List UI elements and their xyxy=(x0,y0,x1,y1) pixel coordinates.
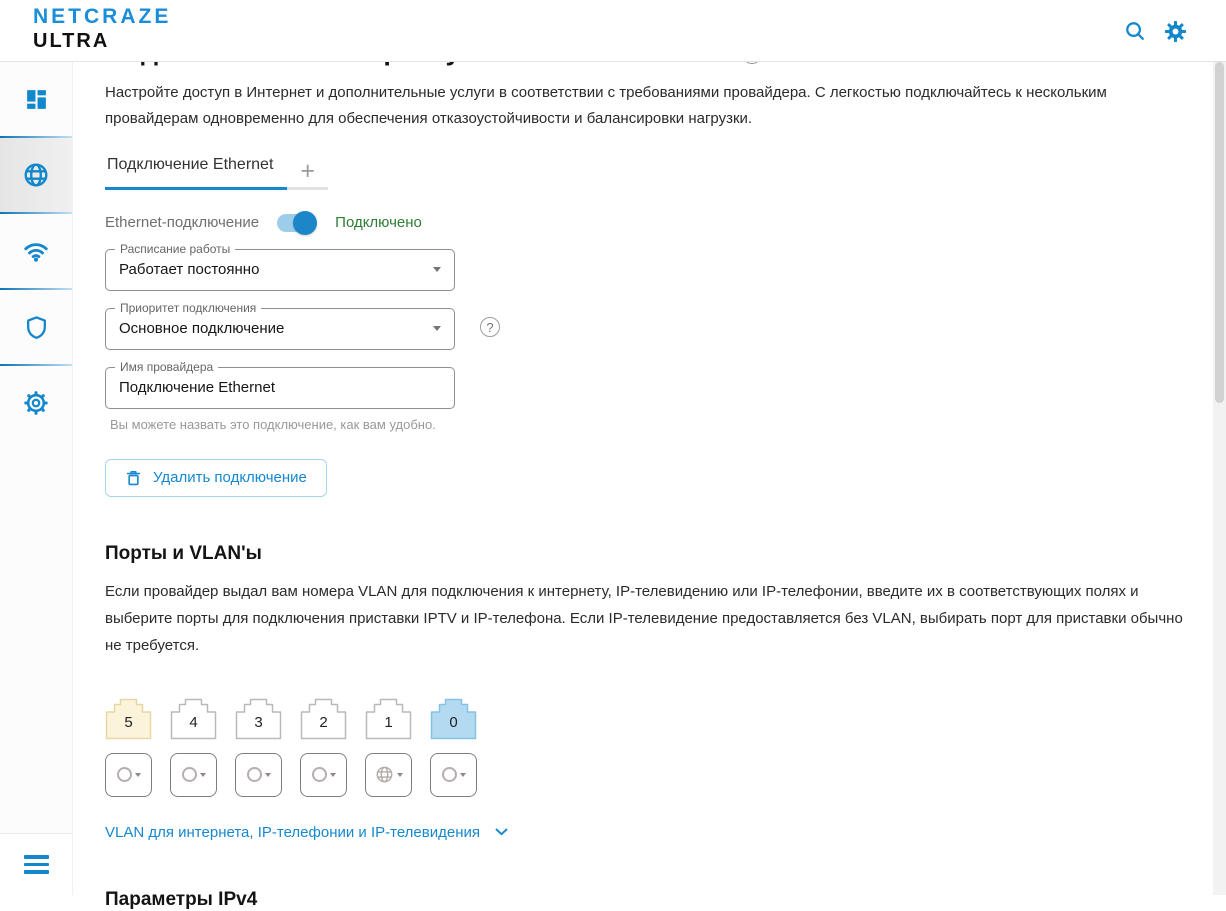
ethernet-port-4[interactable] xyxy=(170,698,217,740)
connection-tabs xyxy=(105,156,1186,190)
sidebar-item-security[interactable] xyxy=(0,290,72,364)
port-2-role-select[interactable] xyxy=(300,753,347,797)
schedule-select-label: Расписание работы xyxy=(115,242,235,256)
main-content xyxy=(73,0,1226,911)
schedule-select[interactable] xyxy=(105,249,455,291)
empty-circle-icon xyxy=(442,767,457,782)
vertical-scrollbar-track[interactable] xyxy=(1213,62,1226,895)
chevron-down-icon xyxy=(460,773,466,777)
wifi-icon xyxy=(23,238,49,264)
sidebar-item-dashboard[interactable] xyxy=(0,62,72,136)
ethernet-port-5[interactable] xyxy=(105,698,152,740)
port-4-role-select[interactable] xyxy=(170,753,217,797)
connection-toggle-label: Ethernet-подключение xyxy=(105,214,259,231)
chevron-down-icon xyxy=(433,267,441,272)
sidebar-item-wifi[interactable] xyxy=(0,214,72,288)
chevron-down-icon xyxy=(397,773,403,777)
dashboard-icon xyxy=(24,87,49,112)
connection-status-text: Подключено xyxy=(335,214,422,231)
provider-name-field[interactable] xyxy=(105,367,455,409)
port-number: 3 xyxy=(235,714,282,731)
vlan-expander-label: VLAN для интернета, IP-телефонии и IP-телевидения xyxy=(105,824,480,841)
trash-icon xyxy=(125,469,142,487)
port-1-role-select[interactable] xyxy=(365,753,412,797)
ports-section-description: Если провайдер выдал вам номера VLAN для подключения к интернету, IP-телевидению или IP-телефонии, введите их в соответствующих полях и выберите порты для подключения приставки IPTV и IP-телефона. Если IP-телевидение предоставляется без VLAN, выбирать порт для приставки обычно не требуется. xyxy=(105,578,1186,659)
ethernet-port-3[interactable] xyxy=(235,698,282,740)
vlan-settings-expander[interactable] xyxy=(105,824,508,841)
ipv4-section-title: Параметры IPv4 xyxy=(105,889,1186,911)
chevron-down-icon xyxy=(495,828,508,836)
empty-circle-icon xyxy=(117,767,132,782)
chevron-down-icon xyxy=(330,773,336,777)
ethernet-ports-row xyxy=(105,698,1186,740)
priority-select[interactable] xyxy=(105,308,455,350)
empty-circle-icon xyxy=(312,767,327,782)
priority-select-label: Приоритет подключения xyxy=(115,301,261,315)
ethernet-port-0[interactable] xyxy=(430,698,477,740)
tab-ethernet-connection[interactable]: Подключение Ethernet xyxy=(105,156,287,190)
ethernet-port-2[interactable] xyxy=(300,698,347,740)
page-intro-text: Настройте доступ в Интернет и дополнительные услуги в соответствии с требованиями провайдера. С легкостью подключайтесь к нескольким провайдерам одновременно для обеспечения отказоустойчивости и балансировки нагрузки. xyxy=(105,80,1186,132)
globe-icon xyxy=(375,765,394,784)
gear-icon xyxy=(23,390,49,416)
priority-help-icon[interactable]: ? xyxy=(480,317,500,337)
vertical-scrollbar-thumb[interactable] xyxy=(1215,62,1224,403)
sidebar-nav xyxy=(0,62,73,895)
chevron-down-icon xyxy=(135,773,141,777)
port-3-role-select[interactable] xyxy=(235,753,282,797)
chevron-down-icon xyxy=(433,326,441,331)
hamburger-menu-icon xyxy=(24,855,49,874)
shield-icon xyxy=(24,315,49,340)
empty-circle-icon xyxy=(247,767,262,782)
chevron-down-icon xyxy=(200,773,206,777)
sidebar-item-management[interactable] xyxy=(0,366,72,440)
search-icon[interactable] xyxy=(1124,20,1147,43)
provider-name-hint: Вы можете назвать это подключение, как вам удобно. xyxy=(110,417,1186,432)
provider-name-label: Имя провайдера xyxy=(115,360,218,374)
port-number: 5 xyxy=(105,714,152,731)
empty-circle-icon xyxy=(182,767,197,782)
add-connection-tab-button[interactable]: + xyxy=(287,163,328,190)
port-number: 2 xyxy=(300,714,347,731)
brand-logo[interactable] xyxy=(33,6,171,51)
ports-section-title: Порты и VLAN'ы xyxy=(105,543,1186,565)
sidebar-item-internet[interactable] xyxy=(0,138,72,212)
gear-icon[interactable] xyxy=(1164,20,1187,43)
port-role-selectors-row xyxy=(105,753,1186,797)
schedule-select-value: Работает постоянно xyxy=(119,261,433,278)
port-number: 0 xyxy=(430,714,477,731)
connection-toggle-switch[interactable] xyxy=(277,214,313,232)
provider-name-input[interactable] xyxy=(119,379,441,396)
ethernet-port-1[interactable] xyxy=(365,698,412,740)
port-number: 1 xyxy=(365,714,412,731)
brand-line1: NETCRAZE xyxy=(33,6,171,27)
port-0-role-select[interactable] xyxy=(430,753,477,797)
port-5-role-select[interactable] xyxy=(105,753,152,797)
sidebar-collapse-button[interactable] xyxy=(0,833,72,895)
delete-connection-button[interactable] xyxy=(105,459,327,497)
switch-knob xyxy=(293,211,317,235)
brand-line2: ULTRA xyxy=(33,31,171,51)
delete-connection-label: Удалить подключение xyxy=(153,469,307,486)
port-number: 4 xyxy=(170,714,217,731)
app-header xyxy=(0,0,1226,62)
chevron-down-icon xyxy=(265,773,271,777)
priority-select-value: Основное подключение xyxy=(119,320,433,337)
globe-icon xyxy=(23,162,49,188)
